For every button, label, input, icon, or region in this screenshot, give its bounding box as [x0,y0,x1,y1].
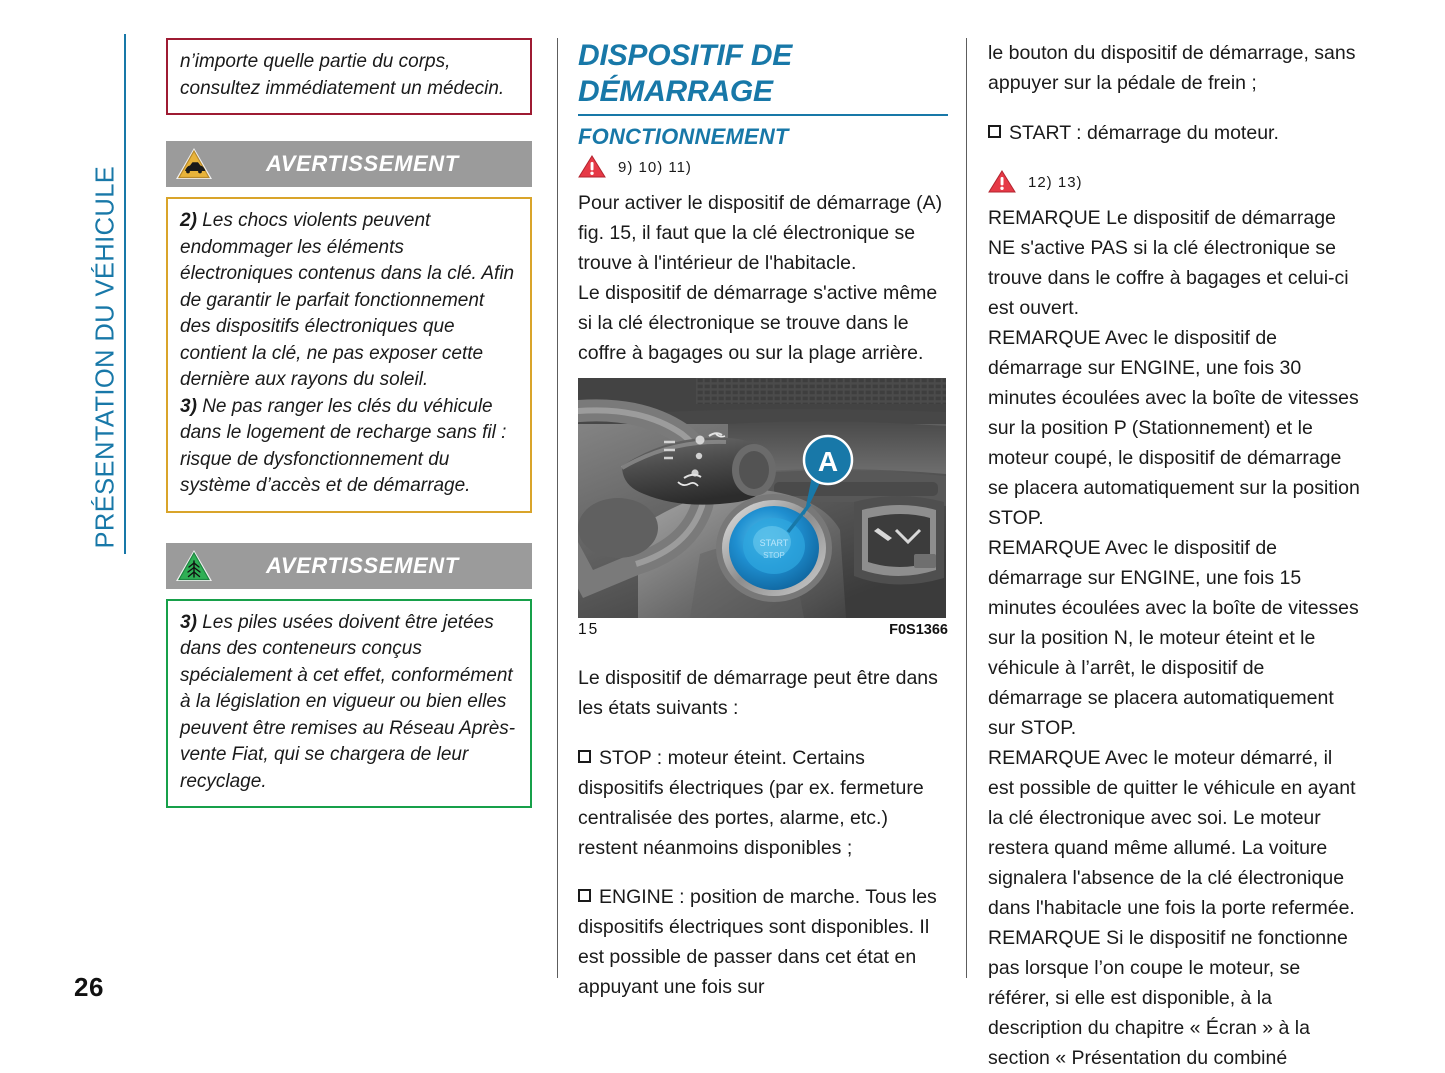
warning-1-ref-1: 3) [180,395,197,417]
bullet-start-text: START : démarrage du moteur. [1009,121,1279,144]
warning-banner-safety [166,141,532,187]
warning-banner-label: AVERTISSEMENT [266,151,459,176]
chapter-title-vertical: PRÉSENTATION DU VÉHICULE [91,165,120,549]
note-box-warning-1 [166,197,532,513]
note-continuation-text: n’importe quelle partie du corps, consultez immédiatement un médecin. [180,51,505,99]
triangle-tree-icon [174,548,214,584]
note-2: REMARQUE Avec le dispositif de démarrage sur ENGINE, une fois 15 minutes écoulées avec la boîte de vitesses sur la position N, le moteur éteint et le véhicule à l’arrêt, le dispositif de démarrage se placera automatiquement sur STOP. [988,537,1359,739]
warning-1-ref-0: 2) [180,210,197,231]
paragraph-intro-1: Pour activer le dispositif de démarrage (A) fig. 15, il faut que la clé électronique se trouve à l'intérieur de l'habitacle. [578,192,943,274]
note-box-continuation [166,38,532,115]
warning-banner-label: AVERTISSEMENT [266,552,459,578]
figure-code: F0S1366 [889,622,948,638]
note-1: REMARQUE Avec le dispositif de démarrage sur ENGINE, une fois 30 minutes écoulées avec la boîte de vitesses sur la position P (Stationnement) et le moteur coupé, le dispositif de démarrage se placera automatiquement sur la position STOP. [988,327,1360,529]
figure-caption [578,621,948,639]
paragraph-states-intro: Le dispositif de démarrage peut être dans les états suivants : [578,667,938,719]
bullet-start [988,118,1362,148]
figure-number: 15 [578,621,600,638]
side-tab-rule [124,34,126,554]
alert-reference-line [578,152,948,182]
paragraph-continued: le bouton du dispositif de démarrage, sans appuyer sur la pédale de frein ; [988,42,1356,94]
triangle-car-icon [174,146,214,182]
note-0: REMARQUE Le dispositif de démarrage NE s'active PAS si la clé électronique se trouve dans le coffre à bagages et celui-ci est ouvert. [988,207,1349,319]
bullet-engine [578,882,948,1002]
note-3: REMARQUE Avec le moteur démarré, il est possible de quitter le véhicule en ayant la clé électronique avec soi. Le moteur restera quand même allumé. La voiture signalera l'absence de la clé électronique dans l'habitacle une fois la porte refermée. [988,747,1356,919]
alert-reference-numbers: 12) 13) [1028,173,1083,191]
red-warning-triangle-icon [578,155,606,179]
warning-2-ref-0: 3) [180,611,197,633]
page-number: 26 [74,972,104,1002]
warning-1-text-0: Les chocs violents peuvent endommager les éléments électroniques contenus dans la clé. Afin de garantir le parfait fonctionnement des dispositifs électroniques que contient la clé, ne pas exposer cette dernière aux rayons du soleil. [180,210,515,390]
column-right [988,38,1362,1073]
warning-1-item-1 [180,394,518,500]
column-divider-1 [557,38,558,978]
alert-reference-line [988,167,1362,197]
square-bullet-icon [988,125,1001,138]
warning-1-item-0 [180,208,518,394]
section-subtitle: FONCTIONNEMENT [578,124,789,149]
figure-image [578,378,946,618]
red-warning-triangle-icon [988,170,1016,194]
start-button-highlight [716,494,832,602]
figure-start-button [578,378,948,639]
square-bullet-icon [578,750,591,763]
warning-2-text-0: Les piles usées doivent être jetées dans des conteneurs conçus spécialement à cet effet, conformément à la législation en vigueur ou bien elles peuvent être remises au Réseau Après-vente Fiat, qui se chargera de leur recyclage. [180,611,516,792]
alert-reference-numbers: 9) 10) 11) [618,158,692,176]
svg-text:STOP: STOP [763,551,785,560]
bullet-stop [578,743,948,863]
paragraph-intro-2: Le dispositif de démarrage s'active même si la clé électronique se trouve dans le coffre à bagages ou sur la plage arrière. [578,282,938,364]
note-4: REMARQUE Si le dispositif ne fonctionne pas lorsque l’on coupe le moteur, se référer, si elle est disponible, à la description du chapitre « Écran » à la section « Présentation du combiné [988,927,1348,1069]
note-box-warning-2 [166,599,532,809]
square-bullet-icon [578,889,591,902]
warning-2-item-0 [180,610,518,796]
svg-text:START: START [759,538,789,548]
column-left [166,38,532,808]
warning-banner-environment [166,543,532,589]
bullet-stop-text: STOP : moteur éteint. Certains dispositifs électriques (par ex. fermeture centralisée des portes, alarme, etc.) restent néanmoins disponibles ; [578,746,924,859]
bullet-engine-text: ENGINE : position de marche. Tous les dispositifs électriques sont disponibles. Il est possible de passer dans cet état en appuyant une fois sur [578,886,937,998]
section-title-rule [578,114,948,116]
figure-callout-label: A [817,446,839,477]
column-middle [578,38,948,1022]
chapter-side-tab [86,34,130,554]
column-divider-2 [966,38,967,978]
section-title: DISPOSITIF DE DÉMARRAGE [578,39,793,108]
warning-1-text-1: Ne pas ranger les clés du véhicule dans le logement de recharge sans fil : risque de dysfonctionnement du système d’accès et de démarrage. [180,395,507,496]
